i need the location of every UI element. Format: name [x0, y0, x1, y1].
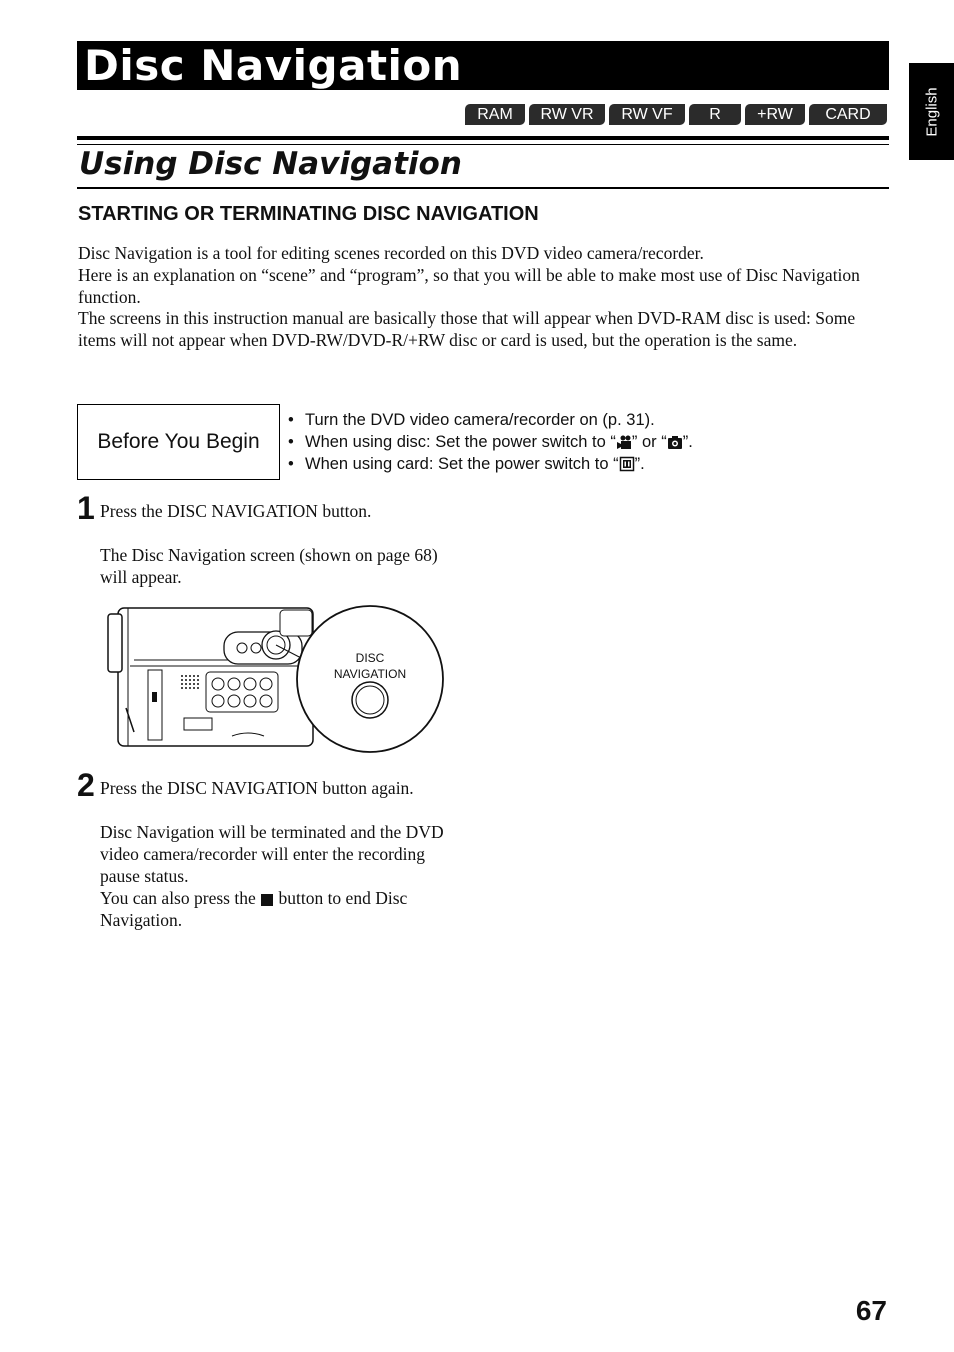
media-tabs — [465, 104, 887, 125]
button-label: DISC — [355, 651, 385, 665]
subheading: STARTING OR TERMINATING DISC NAVIGATION — [78, 203, 539, 225]
camera-illustration — [100, 600, 445, 756]
photo-mode-icon — [667, 434, 683, 450]
media-tab-r: R — [689, 104, 741, 125]
intro-paragraph: The screens in this instruction manual are basically those that will appear when DVD-RAM disc is used: Some items will not appear when DVD-RW/DVD-R/+RW disc or card is used, but the operation is the same. — [78, 308, 856, 351]
button-label: NAVIGATION — [333, 667, 407, 681]
language-tab — [909, 63, 954, 160]
page-number: 67 — [855, 1295, 887, 1326]
section-rule-bottom — [77, 187, 889, 189]
step-number: 1 — [77, 490, 95, 526]
card-mode-icon — [619, 456, 635, 472]
before-you-begin-list — [288, 409, 693, 475]
list-item: • When using disc: Set the power switch to “ ” or “ ”. — [288, 431, 693, 453]
step-instruction: Press the DISC NAVIGATION button. — [100, 501, 372, 521]
media-tab-plus-rw: +RW — [745, 104, 805, 125]
section-title: Using Disc Navigation — [79, 146, 462, 182]
before-you-begin-box — [77, 404, 280, 480]
intro-paragraph: Here is an explanation on “scene” and “program”, so that you will be able to make most use of Disc Navigation function. — [78, 264, 860, 307]
step-result: Disc Navigation will be terminated and the DVD video camera/recorder will enter the recording pause status. — [100, 822, 444, 886]
section-rule-thin — [77, 144, 889, 145]
list-item: • When using card: Set the power switch to “ ”. — [288, 453, 693, 475]
before-you-begin-label: Before You Begin — [97, 430, 260, 453]
media-tab-ram: RAM — [465, 104, 525, 125]
video-mode-icon — [616, 434, 632, 450]
step-result: The Disc Navigation screen (shown on page 68) will appear. — [100, 545, 438, 587]
media-tab-rw-vr: RW VR — [529, 104, 605, 125]
page-title: Disc Navigation — [84, 41, 463, 90]
stop-icon — [260, 893, 274, 907]
language-label: English — [923, 86, 940, 137]
media-tab-rw-vf: RW VF — [609, 104, 685, 125]
intro-text — [78, 243, 890, 352]
intro-paragraph: Disc Navigation is a tool for editing scenes recorded on this DVD video camera/recorder. — [78, 243, 704, 263]
step-note: You can also press the button to end Disc Navigation. — [100, 888, 408, 930]
step-2-text — [100, 777, 460, 931]
list-item: • Turn the DVD video camera/recorder on (p. 31). — [288, 409, 693, 431]
section-rule-thick — [77, 136, 889, 140]
step-number: 2 — [77, 767, 95, 803]
title-bar — [77, 41, 889, 90]
step-instruction: Press the DISC NAVIGATION button again. — [100, 778, 414, 798]
step-1-text — [100, 500, 460, 588]
media-tab-card: CARD — [809, 104, 887, 125]
